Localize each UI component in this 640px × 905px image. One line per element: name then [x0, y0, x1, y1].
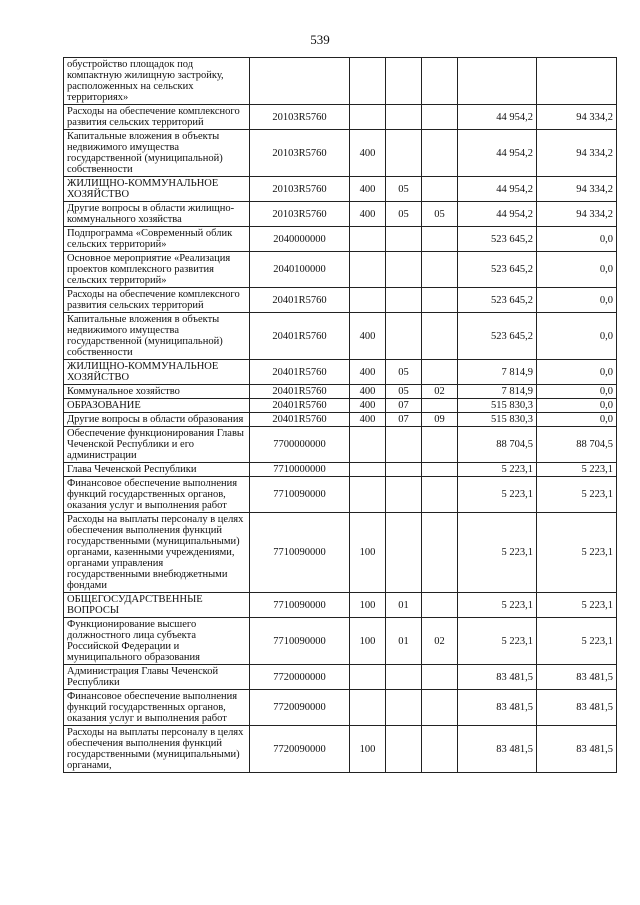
row-subsection-cell	[422, 690, 458, 726]
row-name-cell: ОБЩЕГОСУДАРСТВЕННЫЕ ВОПРОСЫ	[64, 593, 250, 618]
row-code-cell: 7710090000	[250, 618, 350, 665]
table-row	[64, 360, 617, 385]
row-expense-type-cell: 100	[350, 593, 386, 618]
table-row	[64, 385, 617, 399]
row-code-cell: 7710090000	[250, 477, 350, 513]
row-value-2022-cell	[458, 58, 537, 105]
table-row	[64, 399, 617, 413]
row-code-cell: 20103R5760	[250, 130, 350, 177]
row-value-2023-cell: 88 704,5	[537, 427, 617, 463]
table-row	[64, 427, 617, 463]
row-subsection-cell	[422, 513, 458, 593]
row-subsection-cell	[422, 252, 458, 288]
row-value-2023-cell: 94 334,2	[537, 105, 617, 130]
row-name-cell: ЖИЛИЩНО-КОММУНАЛЬНОЕ ХОЗЯЙСТВО	[64, 360, 250, 385]
table-row	[64, 227, 617, 252]
row-code-cell: 7700000000	[250, 427, 350, 463]
row-value-2023-cell: 5 223,1	[537, 513, 617, 593]
row-value-2022-cell: 5 223,1	[458, 463, 537, 477]
row-value-2022-cell: 523 645,2	[458, 252, 537, 288]
row-section-cell	[386, 726, 422, 773]
row-subsection-cell	[422, 360, 458, 385]
row-section-cell	[386, 477, 422, 513]
row-value-2022-cell: 7 814,9	[458, 360, 537, 385]
row-name-cell: ЖИЛИЩНО-КОММУНАЛЬНОЕ ХОЗЯЙСТВО	[64, 177, 250, 202]
row-value-2023-cell: 83 481,5	[537, 665, 617, 690]
row-subsection-cell: 02	[422, 618, 458, 665]
row-name-cell: Другие вопросы в области жилищно-коммунального хозяйства	[64, 202, 250, 227]
row-value-2023-cell: 0,0	[537, 360, 617, 385]
row-subsection-cell: 02	[422, 385, 458, 399]
row-value-2023-cell: 0,0	[537, 399, 617, 413]
row-name-cell: Финансовое обеспечение выполнения функций государственных органов, оказания услуг и выполнения работ	[64, 477, 250, 513]
row-value-2022-cell: 83 481,5	[458, 665, 537, 690]
row-code-cell: 2040000000	[250, 227, 350, 252]
row-value-2023-cell: 0,0	[537, 288, 617, 313]
row-value-2023-cell: 94 334,2	[537, 177, 617, 202]
row-value-2023-cell: 0,0	[537, 413, 617, 427]
row-value-2022-cell: 44 954,2	[458, 177, 537, 202]
row-section-cell: 01	[386, 618, 422, 665]
row-code-cell: 7710090000	[250, 593, 350, 618]
row-section-cell: 07	[386, 413, 422, 427]
row-value-2023-cell: 0,0	[537, 227, 617, 252]
row-expense-type-cell	[350, 227, 386, 252]
row-subsection-cell	[422, 313, 458, 360]
table-row	[64, 726, 617, 773]
row-expense-type-cell: 100	[350, 513, 386, 593]
row-value-2023-cell: 5 223,1	[537, 593, 617, 618]
row-value-2022-cell: 5 223,1	[458, 618, 537, 665]
row-value-2022-cell: 88 704,5	[458, 427, 537, 463]
row-subsection-cell	[422, 726, 458, 773]
row-name-cell: Коммунальное хозяйство	[64, 385, 250, 399]
row-name-cell: Глава Чеченской Республики	[64, 463, 250, 477]
row-code-cell: 20401R5760	[250, 360, 350, 385]
row-name-cell: ОБРАЗОВАНИЕ	[64, 399, 250, 413]
row-subsection-cell	[422, 593, 458, 618]
row-value-2022-cell: 7 814,9	[458, 385, 537, 399]
row-subsection-cell	[422, 463, 458, 477]
row-value-2022-cell: 523 645,2	[458, 227, 537, 252]
table-row	[64, 130, 617, 177]
row-code-cell: 20103R5760	[250, 105, 350, 130]
row-code-cell: 20401R5760	[250, 385, 350, 399]
row-name-cell: Расходы на обеспечение комплексного развития сельских территорий	[64, 288, 250, 313]
row-name-cell: Обеспечение функционирования Главы Чеченской Республики и его администрации	[64, 427, 250, 463]
row-expense-type-cell: 400	[350, 413, 386, 427]
row-expense-type-cell: 100	[350, 726, 386, 773]
table-row	[64, 618, 617, 665]
row-code-cell: 7710090000	[250, 513, 350, 593]
row-value-2022-cell: 5 223,1	[458, 513, 537, 593]
row-code-cell: 20401R5760	[250, 399, 350, 413]
row-code-cell: 20401R5760	[250, 288, 350, 313]
row-subsection-cell	[422, 177, 458, 202]
table-row	[64, 665, 617, 690]
row-section-cell: 07	[386, 399, 422, 413]
row-expense-type-cell	[350, 690, 386, 726]
row-value-2023-cell: 5 223,1	[537, 463, 617, 477]
row-value-2022-cell: 5 223,1	[458, 477, 537, 513]
table-row	[64, 202, 617, 227]
row-name-cell: Другие вопросы в области образования	[64, 413, 250, 427]
row-value-2022-cell: 44 954,2	[458, 130, 537, 177]
row-value-2023-cell	[537, 58, 617, 105]
row-value-2023-cell: 83 481,5	[537, 726, 617, 773]
row-expense-type-cell	[350, 58, 386, 105]
table-row	[64, 58, 617, 105]
row-code-cell: 20401R5760	[250, 413, 350, 427]
table-row	[64, 477, 617, 513]
row-subsection-cell	[422, 105, 458, 130]
row-section-cell	[386, 313, 422, 360]
page-number: 539	[310, 32, 330, 47]
row-code-cell: 20401R5760	[250, 313, 350, 360]
row-subsection-cell	[422, 427, 458, 463]
row-value-2023-cell: 5 223,1	[537, 477, 617, 513]
table-row	[64, 463, 617, 477]
row-name-cell: Администрация Главы Чеченской Республики	[64, 665, 250, 690]
row-expense-type-cell	[350, 665, 386, 690]
row-code-cell	[250, 58, 350, 105]
row-value-2022-cell: 523 645,2	[458, 313, 537, 360]
row-expense-type-cell: 400	[350, 313, 386, 360]
table-row	[64, 313, 617, 360]
row-section-cell	[386, 58, 422, 105]
row-subsection-cell	[422, 227, 458, 252]
table-row	[64, 413, 617, 427]
row-code-cell: 7720000000	[250, 665, 350, 690]
row-value-2022-cell: 83 481,5	[458, 726, 537, 773]
table-row	[64, 252, 617, 288]
row-value-2022-cell: 44 954,2	[458, 105, 537, 130]
row-subsection-cell	[422, 288, 458, 313]
row-expense-type-cell	[350, 288, 386, 313]
row-section-cell	[386, 130, 422, 177]
row-value-2023-cell: 94 334,2	[537, 202, 617, 227]
row-name-cell: Финансовое обеспечение выполнения функций государственных органов, оказания услуг и выполнения работ	[64, 690, 250, 726]
row-expense-type-cell	[350, 477, 386, 513]
row-section-cell	[386, 252, 422, 288]
row-expense-type-cell: 400	[350, 385, 386, 399]
row-section-cell	[386, 690, 422, 726]
row-name-cell: Функционирование высшего должностного лица субъекта Российской Федерации и муниципального образования	[64, 618, 250, 665]
row-section-cell: 01	[386, 593, 422, 618]
row-code-cell: 20103R5760	[250, 202, 350, 227]
row-section-cell	[386, 463, 422, 477]
row-name-cell: Расходы на выплаты персоналу в целях обеспечения выполнения функций государственными (муниципальными) органами,	[64, 726, 250, 773]
row-name-cell: Основное мероприятие «Реализация проектов комплексного развития сельских территорий»	[64, 252, 250, 288]
row-value-2023-cell: 0,0	[537, 252, 617, 288]
table-row	[64, 593, 617, 618]
row-value-2022-cell: 523 645,2	[458, 288, 537, 313]
row-name-cell: Расходы на обеспечение комплексного развития сельских территорий	[64, 105, 250, 130]
row-expense-type-cell: 400	[350, 130, 386, 177]
row-name-cell: обустройство площадок под компактную жилищную застройку, расположенных на сельских территориях»	[64, 58, 250, 105]
row-value-2022-cell: 5 223,1	[458, 593, 537, 618]
row-expense-type-cell	[350, 105, 386, 130]
row-section-cell: 05	[386, 202, 422, 227]
row-section-cell: 05	[386, 177, 422, 202]
row-subsection-cell	[422, 477, 458, 513]
row-value-2023-cell: 83 481,5	[537, 690, 617, 726]
budget-table	[63, 57, 617, 773]
table-row	[64, 513, 617, 593]
table-row	[64, 690, 617, 726]
row-expense-type-cell: 400	[350, 177, 386, 202]
row-expense-type-cell	[350, 427, 386, 463]
row-expense-type-cell	[350, 463, 386, 477]
row-section-cell: 05	[386, 360, 422, 385]
row-code-cell: 2040100000	[250, 252, 350, 288]
row-section-cell	[386, 227, 422, 252]
row-expense-type-cell: 400	[350, 360, 386, 385]
row-value-2022-cell: 515 830,3	[458, 399, 537, 413]
table-row	[64, 105, 617, 130]
row-expense-type-cell	[350, 252, 386, 288]
row-subsection-cell	[422, 58, 458, 105]
table-row	[64, 288, 617, 313]
row-name-cell: Капитальные вложения в объекты недвижимого имущества государственной (муниципальной) собственности	[64, 130, 250, 177]
row-section-cell	[386, 288, 422, 313]
row-value-2023-cell: 0,0	[537, 313, 617, 360]
row-subsection-cell	[422, 665, 458, 690]
row-name-cell: Расходы на выплаты персоналу в целях обеспечения выполнения функций государственными (муниципальными) органами, казенными учреждениями, органами управления государственными внебюджетными фондами	[64, 513, 250, 593]
row-expense-type-cell: 100	[350, 618, 386, 665]
row-section-cell: 05	[386, 385, 422, 399]
row-value-2022-cell: 44 954,2	[458, 202, 537, 227]
row-expense-type-cell: 400	[350, 202, 386, 227]
row-section-cell	[386, 427, 422, 463]
row-value-2023-cell: 94 334,2	[537, 130, 617, 177]
row-value-2022-cell: 515 830,3	[458, 413, 537, 427]
row-subsection-cell: 05	[422, 202, 458, 227]
row-subsection-cell	[422, 399, 458, 413]
row-section-cell	[386, 513, 422, 593]
table-row	[64, 177, 617, 202]
row-value-2023-cell: 5 223,1	[537, 618, 617, 665]
row-subsection-cell	[422, 130, 458, 177]
row-value-2023-cell: 0,0	[537, 385, 617, 399]
row-name-cell: Капитальные вложения в объекты недвижимого имущества государственной (муниципальной) собственности	[64, 313, 250, 360]
row-code-cell: 7710000000	[250, 463, 350, 477]
row-code-cell: 7720090000	[250, 726, 350, 773]
row-subsection-cell: 09	[422, 413, 458, 427]
row-name-cell: Подпрограмма «Современный облик сельских территорий»	[64, 227, 250, 252]
row-section-cell	[386, 665, 422, 690]
row-value-2022-cell: 83 481,5	[458, 690, 537, 726]
row-code-cell: 7720090000	[250, 690, 350, 726]
row-section-cell	[386, 105, 422, 130]
row-code-cell: 20103R5760	[250, 177, 350, 202]
row-expense-type-cell: 400	[350, 399, 386, 413]
